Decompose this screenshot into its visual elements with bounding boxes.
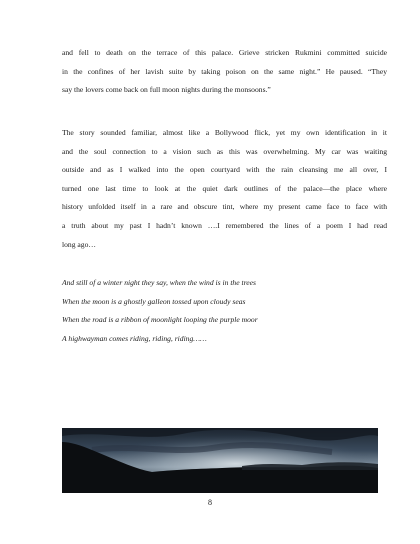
page-number: 8 <box>208 498 212 507</box>
landscape-photo <box>62 428 378 493</box>
poem-line: When the moon is a ghostly galleon tossed upon cloudy seas <box>62 296 246 306</box>
text-line: turned one last time to look at the quiet dark outlines of the palace—the place where <box>62 183 387 193</box>
poem-line: And still of a winter night they say, when the wind is in the trees <box>62 278 256 287</box>
poem-line: A highwayman comes riding, riding, riding…… <box>62 333 207 343</box>
text-line: and fell to death on the terrace of this palace. Grieve stricken Rukmini committed suicide <box>62 48 387 57</box>
landscape-photo-image <box>62 428 378 493</box>
text-line: a truth about my past I hadn’t known ….I remembered the lines of a poem I had read <box>62 220 387 230</box>
text-line: and the soul connection to a vision such as this was overwhelming. My car was waiting <box>62 146 387 156</box>
text-line: say the lovers come back on full moon nights during the monsoons.” <box>62 85 271 95</box>
poem-quote <box>62 274 387 348</box>
poem-line: When the road is a ribbon of moonlight looping the purple moor <box>62 315 258 325</box>
text-line: outside and as I walked into the open courtyard with the rain cleansing me all over, I <box>62 165 387 175</box>
paragraph-2 <box>62 124 387 254</box>
paragraph-1 <box>62 44 387 100</box>
text-line: in the confines of her lavish suite by taking poison on the same night.” He paused. “They <box>62 66 387 76</box>
text-line: long ago… <box>62 239 96 249</box>
text-line: history unfolded itself in a rare and obscure tint, where my present came face to face with <box>62 202 387 212</box>
text-line: The story sounded familiar, almost like a Bollywood flick, yet my own identification in it <box>62 128 387 137</box>
